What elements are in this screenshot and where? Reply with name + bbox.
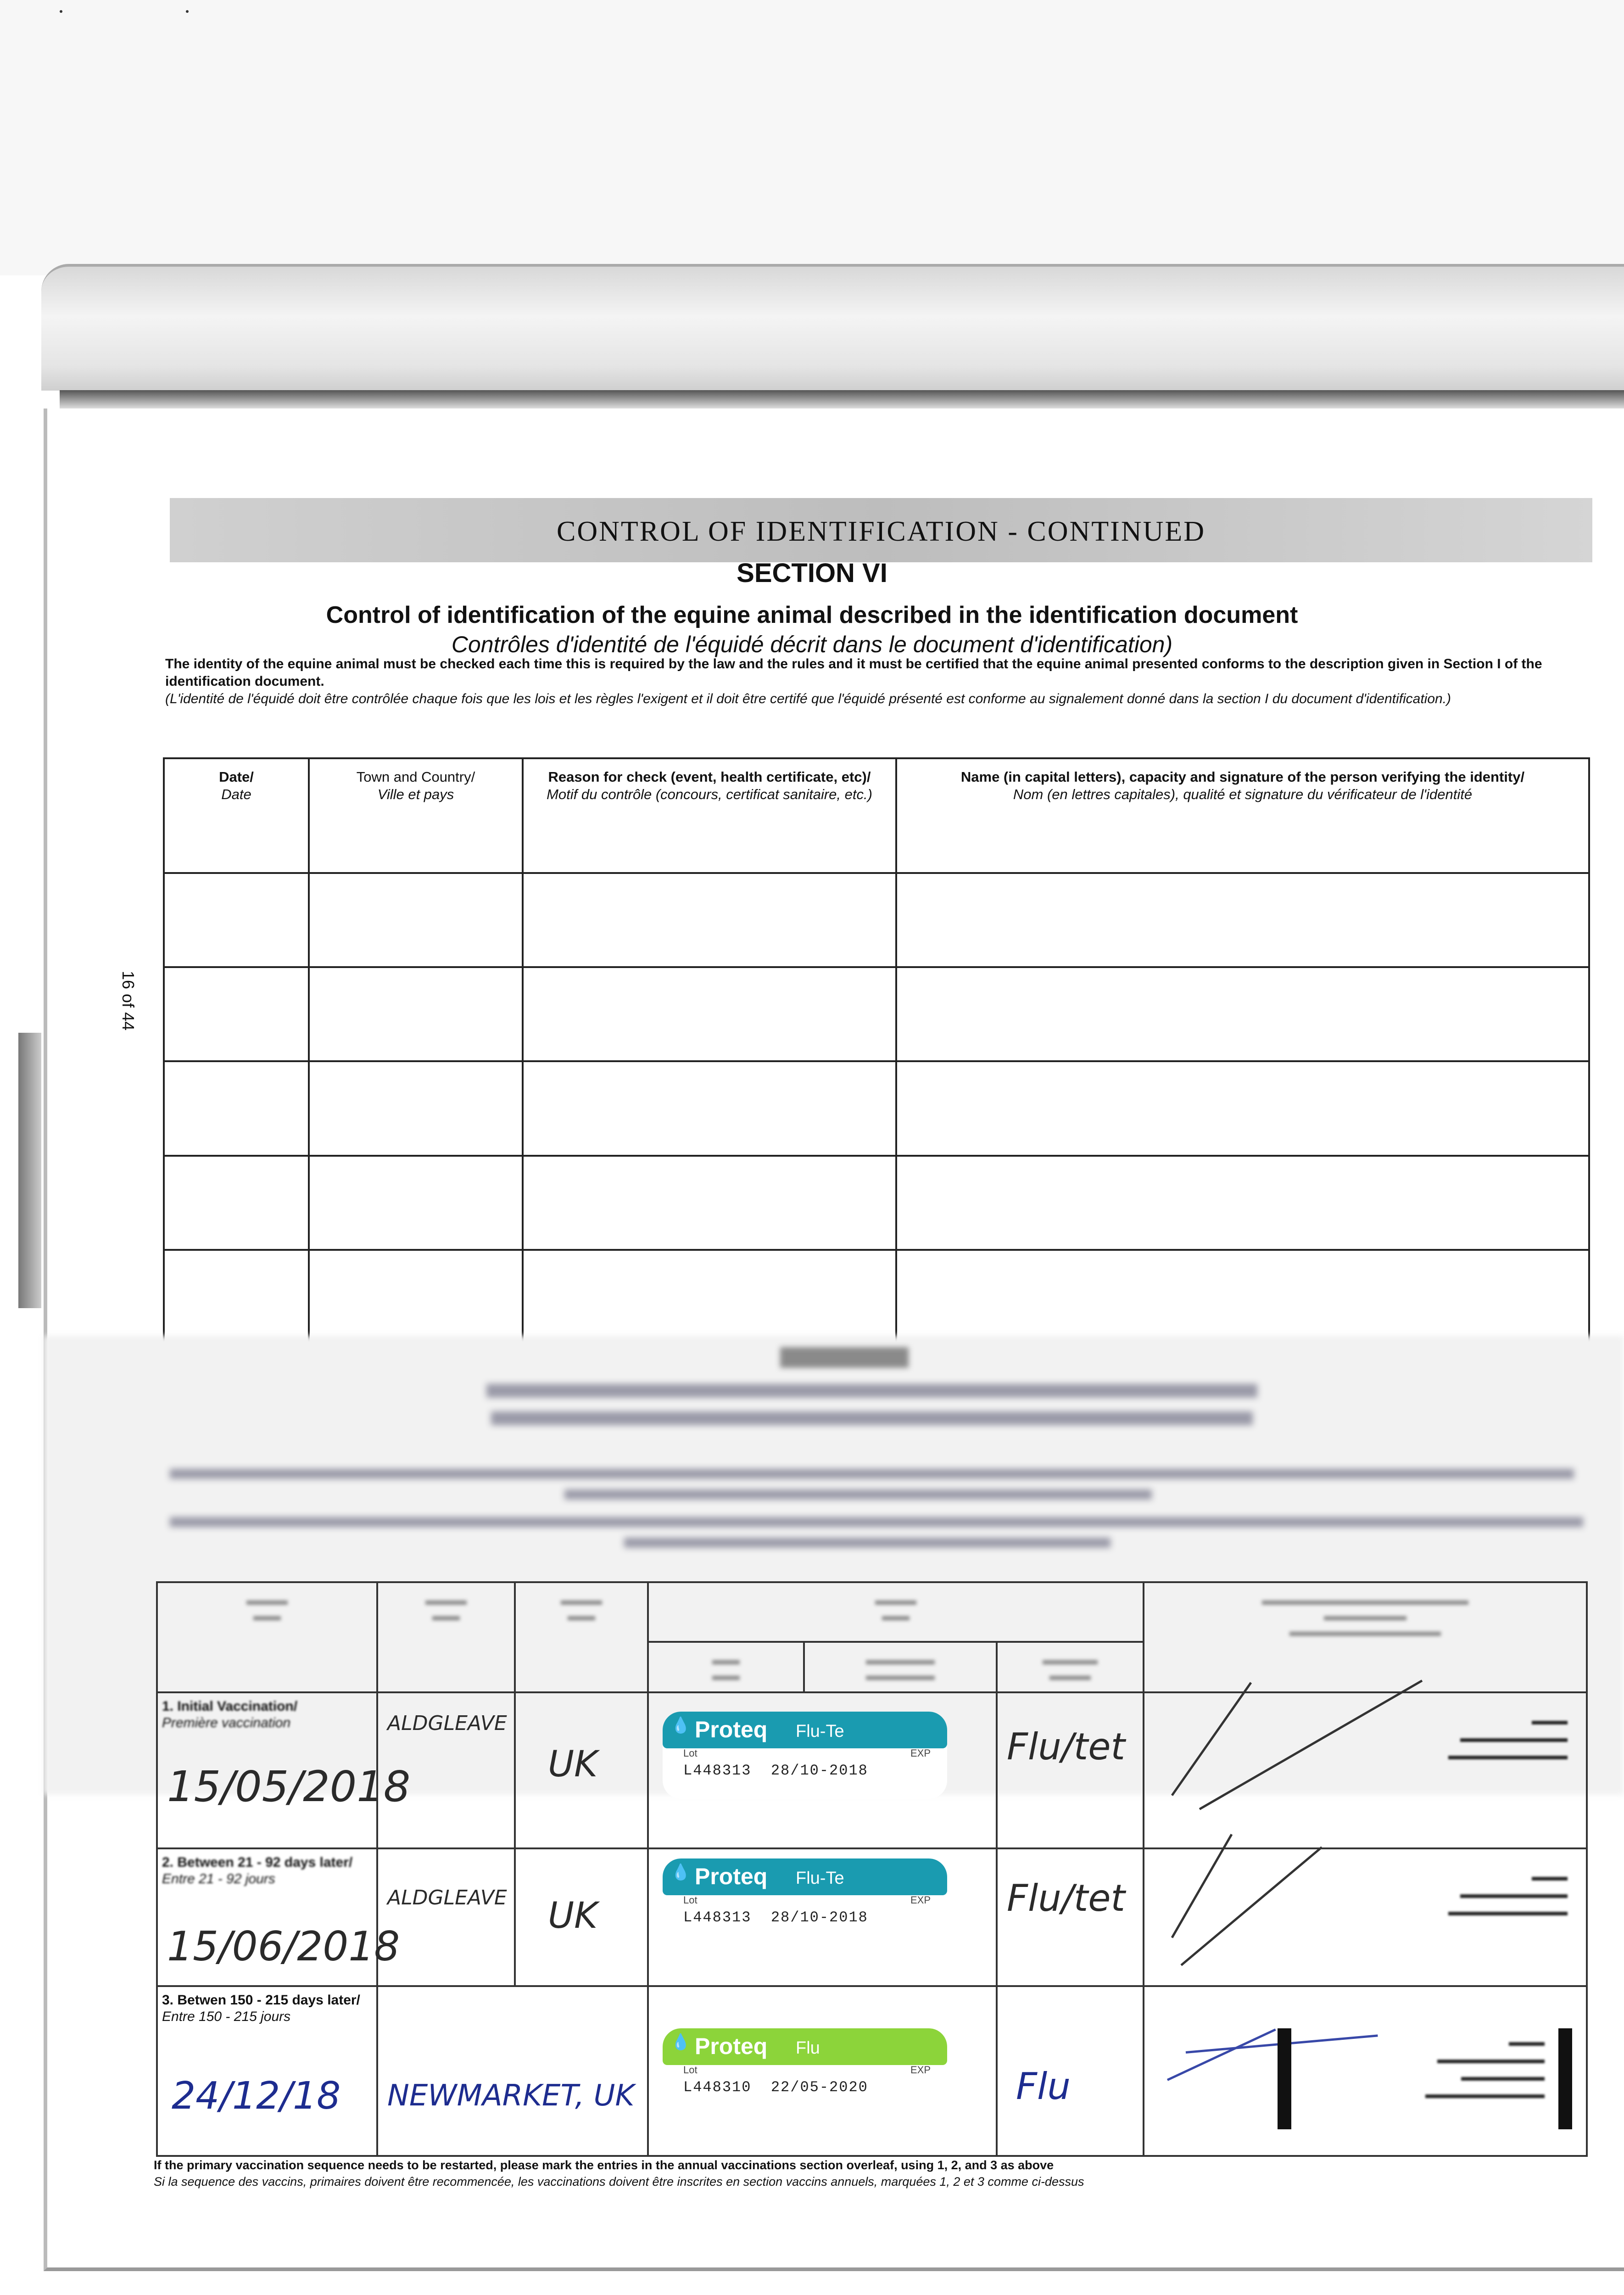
intro-french: (L'identité de l'équidé doit être contrôlée chaque fois que les lois et les règles l'exigent et il doit être certifé que l'équidé présenté est conforme au signalement donné dans la section I du document d'identification.) — [165, 691, 1451, 706]
page-number-upper: 16 of 44 — [119, 971, 138, 1031]
row-label-english: 3. Betwen 150 - 215 days later/ — [162, 1993, 360, 2008]
subtitle-french: Contrôles d'identité de l'équidé décrit dans le document d'identification) — [451, 632, 1173, 657]
sticker-exp-label: EXP — [910, 1747, 931, 1759]
intro-text — [165, 655, 1569, 708]
vaccine-sticker — [663, 1858, 947, 1946]
subtitle-english: Control of identification of the equine animal described in the identification document — [326, 602, 1298, 628]
column-header-town-country: Town and Country/ Ville et pays — [309, 758, 523, 873]
blurred-line — [170, 1469, 1574, 1479]
row-disease-cell[interactable] — [997, 1692, 1144, 1848]
row-label-english: 2. Between 21 - 92 days later/ — [162, 1855, 353, 1870]
row-country-cell[interactable] — [515, 1848, 648, 1986]
signature-stroke — [1171, 1682, 1252, 1796]
handwritten-date: 15/06/2018 — [167, 1923, 400, 1970]
table-header-row — [157, 1582, 1587, 1642]
passport-cover-fold — [41, 264, 1624, 391]
row-disease-cell[interactable] — [997, 1986, 1144, 2156]
handwritten-country: UK — [548, 1744, 598, 1785]
row-vaccine-cell[interactable] — [648, 1848, 997, 1986]
sticker-product: Flu-Te — [796, 1722, 844, 1741]
row-place-cell[interactable] — [377, 1692, 515, 1848]
blurred-column-header: ▬▬▬ ▬▬ — [377, 1582, 515, 1692]
footer-english: If the primary vaccination sequence needs to be restarted, please mark the entries in the annual vaccinations section overleaf, using 1, 2, and 3 as above — [154, 2158, 1054, 2172]
handwritten-place: ALDGLEAVE — [387, 1886, 507, 1909]
stamp-bar — [1278, 2028, 1291, 2129]
table-row — [164, 873, 1589, 967]
binding-strip — [18, 1033, 41, 1308]
vaccination-row-1 — [157, 1692, 1587, 1848]
handwritten-date: 15/05/2018 — [167, 1762, 411, 1811]
signature-stroke — [1180, 1846, 1323, 1966]
handwritten-date: 24/12/18 — [172, 2074, 341, 2118]
banner-title: CONTROL OF IDENTIFICATION - CONTINUED — [556, 516, 1206, 547]
column-header-verifier: Name (in capital letters), capacity and signature of the person verifying the identity/ Nom (en lettres capitales), qualité et signature du vérificateur de l'identité — [896, 758, 1589, 873]
row-vaccine-cell[interactable] — [648, 1986, 997, 2156]
droplet-icon: 💧 — [671, 1717, 691, 1734]
row-date-cell[interactable] — [157, 1692, 411, 1848]
handwritten-disease: Flu/tet — [1007, 1877, 1125, 1920]
blurred-line — [486, 1384, 1257, 1398]
blurred-section-heading — [780, 1347, 909, 1368]
signature-stroke — [1171, 1834, 1233, 1938]
row-label-french: Entre 21 - 92 jours — [162, 1871, 275, 1886]
table-row — [164, 967, 1589, 1061]
row-vet-cell[interactable] — [1144, 1986, 1587, 2156]
table-row — [164, 1250, 1589, 1344]
footer-french: Si la sequence des vaccins, primaires doivent être recommencée, les vaccinations doivent être inscrites en section vaccins annuels, marquées 1, 2 et 3 comme ci-dessus — [154, 2175, 1084, 2189]
sticker-lot-number: L448310 22/05-2020 — [683, 2079, 868, 2096]
blurred-column-header: ▬▬▬▬ ▬▬▬ — [997, 1642, 1144, 1692]
section-heading: SECTION VI — [737, 558, 887, 588]
signature-stroke — [1167, 2028, 1276, 2081]
vet-stamp: ▬▬▬ ▬▬▬▬▬▬▬▬▬ ▬▬▬▬▬▬▬ ▬▬▬▬▬▬▬▬▬▬ — [1425, 2035, 1545, 2101]
vaccine-sticker — [663, 2028, 947, 2116]
table-row — [164, 1061, 1589, 1155]
sticker-lot-label: Lot — [683, 1894, 698, 1906]
sticker-lot-label: Lot — [683, 1747, 698, 1759]
sticker-exp-label: EXP — [910, 2064, 931, 2076]
blurred-column-header: ▬▬▬▬▬▬▬▬▬▬▬▬▬▬▬ ▬▬▬▬▬▬ ▬▬▬▬▬▬▬▬▬▬▬ — [1144, 1582, 1587, 1692]
sticker-brand: Proteq — [695, 1717, 768, 1742]
blurred-line — [624, 1538, 1111, 1548]
signature-stroke — [1199, 1679, 1423, 1810]
blurred-column-header: ▬▬▬ ▬▬ — [157, 1582, 377, 1692]
sticker-product: Flu-Te — [796, 1869, 844, 1888]
sticker-lot-label: Lot — [683, 2064, 698, 2076]
scan-speck — [60, 10, 62, 13]
row-disease-cell[interactable] — [997, 1848, 1144, 1986]
droplet-icon: 💧 — [671, 1864, 691, 1881]
blurred-line — [170, 1517, 1583, 1527]
vaccination-row-3 — [157, 1986, 1587, 2156]
row-label-french: Entre 150 - 215 jours — [162, 2009, 291, 2024]
row-label-french: Première vaccination — [162, 1715, 291, 1730]
blurred-column-header: ▬▬▬▬▬ ▬▬▬▬▬ — [804, 1642, 997, 1692]
handwritten-place: NEWMARKET, UK — [387, 2079, 635, 2113]
banner — [170, 498, 1592, 562]
scan-speck — [186, 10, 189, 13]
sticker-brand: Proteq — [695, 2033, 768, 2059]
row-place-cell[interactable] — [377, 1986, 648, 2156]
row-vet-cell[interactable] — [1144, 1692, 1587, 1848]
droplet-icon: 💧 — [671, 2033, 691, 2051]
vaccination-table — [156, 1581, 1588, 2157]
row-label-english: 1. Initial Vaccination/ — [162, 1699, 298, 1714]
sticker-exp-label: EXP — [910, 1894, 931, 1906]
vet-stamp: ▬▬▬ ▬▬▬▬▬▬▬▬▬ ▬▬▬▬▬▬▬▬▬▬ — [1448, 1870, 1568, 1918]
sticker-product: Flu — [796, 2038, 820, 2058]
sticker-brand: Proteq — [695, 1864, 768, 1889]
row-vet-cell[interactable] — [1144, 1848, 1587, 1986]
row-vaccine-cell[interactable] — [648, 1692, 997, 1848]
column-header-reason: Reason for check (event, health certificate, etc)/ Motif du contrôle (concours, certificat sanitaire, etc.) — [523, 758, 896, 873]
blurred-column-header: ▬▬▬ ▬▬ — [648, 1582, 1144, 1642]
row-country-cell[interactable] — [515, 1692, 648, 1848]
blurred-line — [491, 1411, 1253, 1425]
sticker-lot-number: L448313 28/10-2018 — [683, 1909, 868, 1926]
page-edge — [60, 390, 1624, 409]
scan-background — [0, 0, 1624, 275]
row-place-cell[interactable] — [377, 1848, 515, 1986]
blurred-line — [564, 1489, 1152, 1500]
vaccine-sticker — [663, 1712, 947, 1799]
intro-english: The identity of the equine animal must be checked each time this is required by the law and the rules and it must be certified that the equine animal presented conforms to the description given in Section I of the identification document. — [165, 656, 1542, 689]
handwritten-country: UK — [548, 1895, 598, 1937]
vet-stamp: ▬▬▬ ▬▬▬▬▬▬▬▬▬ ▬▬▬▬▬▬▬▬▬▬ — [1448, 1713, 1568, 1762]
blurred-column-header: ▬▬ ▬▬ — [648, 1642, 804, 1692]
vaccination-row-2 — [157, 1848, 1587, 1986]
row-date-cell[interactable] — [157, 1848, 400, 1986]
column-header-date: Date/ Date — [164, 758, 309, 873]
sticker-lot-number: L448313 28/10-2018 — [683, 1762, 868, 1779]
handwritten-place: ALDGLEAVE — [387, 1712, 507, 1735]
table-header-row — [164, 758, 1589, 873]
stamp-bar — [1558, 2028, 1572, 2129]
identity-check-table — [163, 757, 1590, 1345]
handwritten-disease: Flu/tet — [1007, 1725, 1125, 1768]
handwritten-disease: Flu — [1016, 2065, 1071, 2108]
blurred-column-header: ▬▬▬ ▬▬ — [515, 1582, 648, 1692]
table-row — [164, 1156, 1589, 1250]
row-date-cell[interactable] — [157, 1986, 377, 2156]
